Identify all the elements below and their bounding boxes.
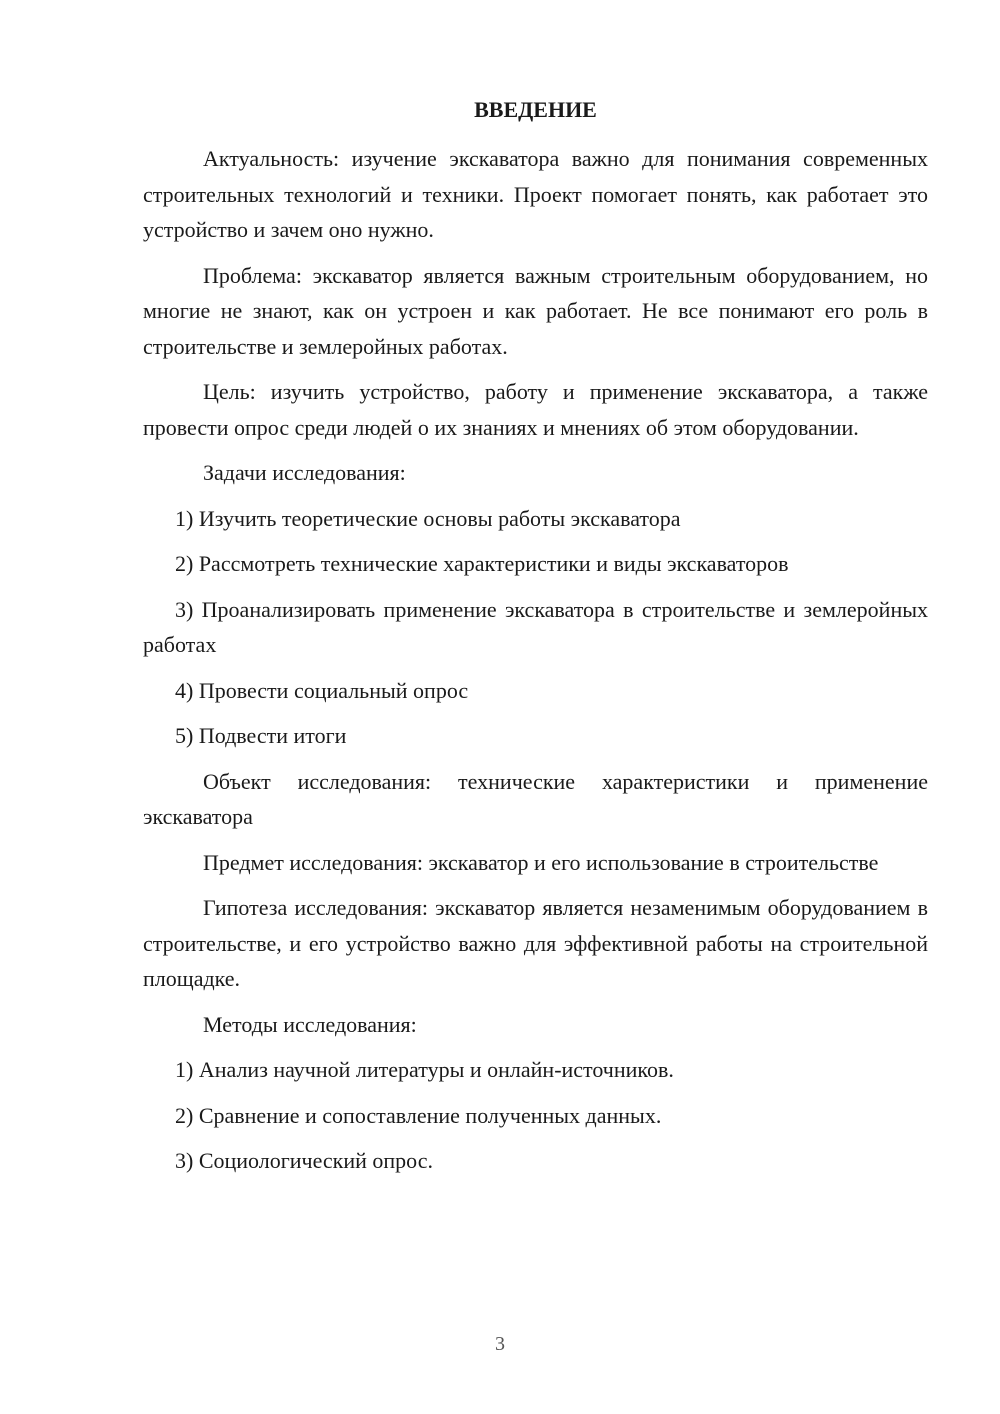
method-item-1: 1) Анализ научной литературы и онлайн-источников. — [175, 1057, 674, 1082]
hypothesis-paragraph: Гипотеза исследования: экскаватор является незаменимым оборудованием в строительстве, и его устройство важно для эффективной работы на строительной площадке. — [143, 895, 928, 991]
task-item-2: 2) Рассмотреть технические характеристики и виды экскаваторов — [175, 551, 789, 576]
method-item-3: 3) Социологический опрос. — [175, 1148, 433, 1173]
task-item-4: 4) Провести социальный опрос — [175, 677, 469, 703]
tasks-heading: Задачи исследования: — [203, 460, 406, 485]
subject-paragraph: Предмет исследования: экскаватор и его использование в строительстве — [203, 849, 879, 875]
methods-heading: Методы исследования: — [203, 1011, 417, 1037]
object-paragraph: Объект исследования: технические характеристики и применение экскаватора — [143, 768, 928, 829]
method-item-2: 2) Сравнение и сопоставление полученных данных. — [175, 1102, 662, 1128]
goal-paragraph: Цель: изучить устройство, работу и применение экскаватора, а также провести опрос среди людей о их знаниях и мнениях об этом оборудовании. — [143, 379, 928, 440]
relevance-paragraph: Актуальность: изучение экскаватора важно для понимания современных строительных технологий и техники. Проект помогает понять, как работает это устройство и зачем оно нужно. — [143, 146, 928, 242]
task-item-1: 1) Изучить теоретические основы работы экскаватора — [175, 505, 681, 531]
task-item-5: 5) Подвести итоги — [175, 723, 347, 748]
task-item-3: 3) Проанализировать применение экскаватора в строительстве и землеройных работах — [143, 596, 928, 657]
problem-paragraph: Проблема: экскаватор является важным строительным оборудованием, но многие не знают, как он устроен и как работает. Не все понимают его роль в строительстве и землеройных работах. — [143, 262, 928, 359]
page-number: 3 — [495, 1333, 505, 1355]
page-content — [143, 92, 928, 1189]
page-title: ВВЕДЕНИЕ — [474, 97, 597, 122]
